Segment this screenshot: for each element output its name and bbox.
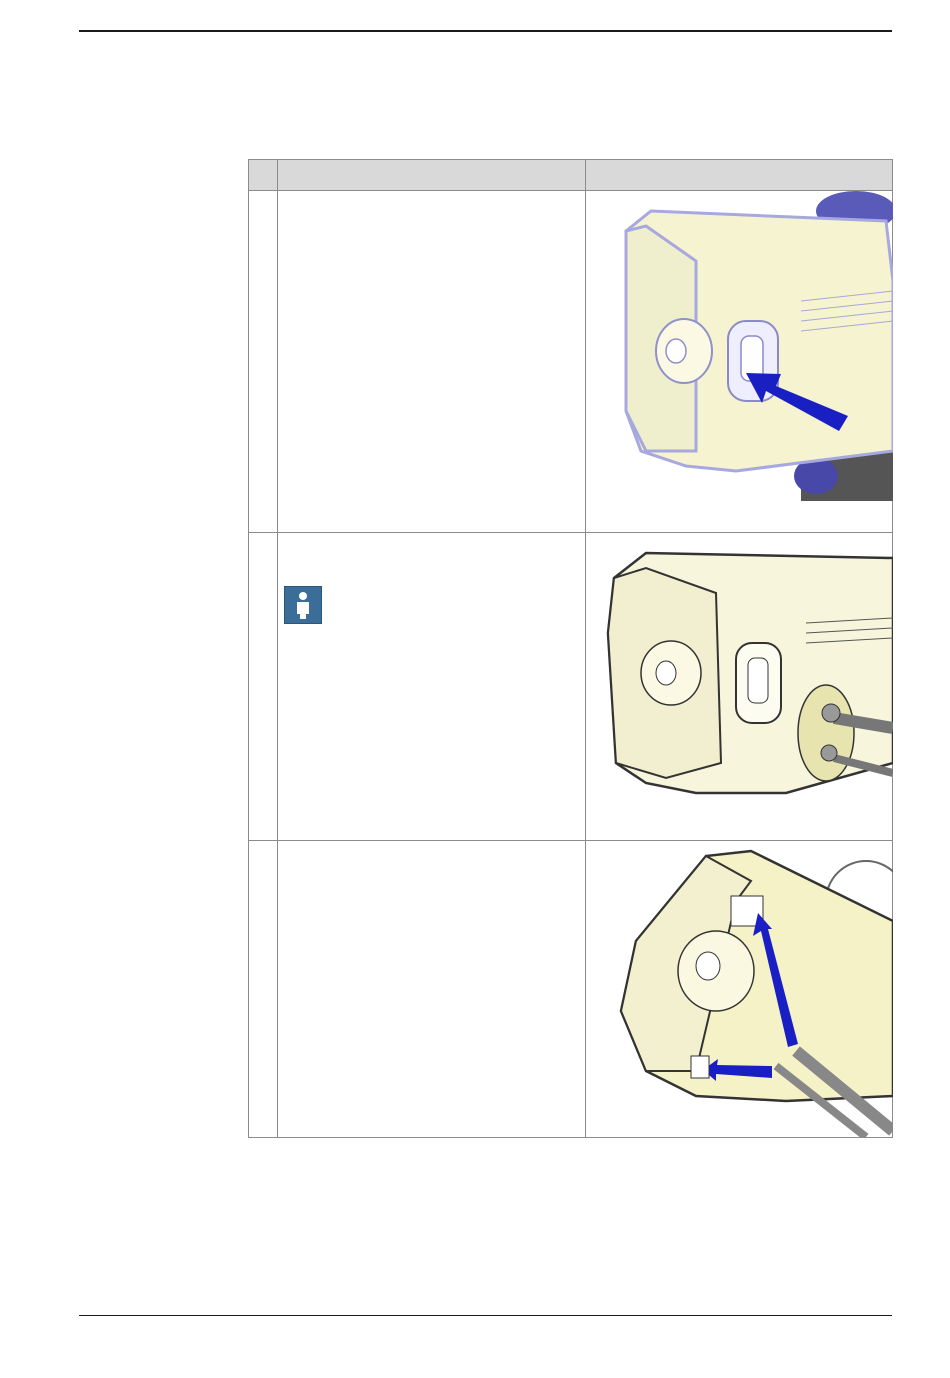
action-cell: [278, 841, 585, 1138]
header-rule: [79, 30, 892, 32]
footer-rule: [79, 1315, 892, 1316]
figure-cell: [585, 533, 893, 841]
housing-arrow-figure: [586, 191, 893, 532]
step-number-cell: [249, 533, 278, 841]
action-cell: [278, 191, 585, 533]
figure-cell: [585, 841, 893, 1138]
table-row: [249, 533, 893, 841]
figure-cell: [585, 191, 893, 533]
instruction-table: [248, 159, 893, 1138]
header-cell-info: [585, 160, 893, 191]
header-cell-step: [249, 160, 278, 191]
header-cell-action: [278, 160, 585, 191]
info-icon: [284, 586, 322, 624]
action-cell: [278, 533, 585, 841]
table-row: [249, 191, 893, 533]
table-row: [249, 841, 893, 1138]
step-number-cell: [249, 841, 278, 1138]
housing-cable-bracket-figure: [586, 533, 893, 840]
step-number-cell: [249, 191, 278, 533]
table-header-row: [249, 160, 893, 191]
housing-two-arrows-figure: [586, 841, 893, 1137]
